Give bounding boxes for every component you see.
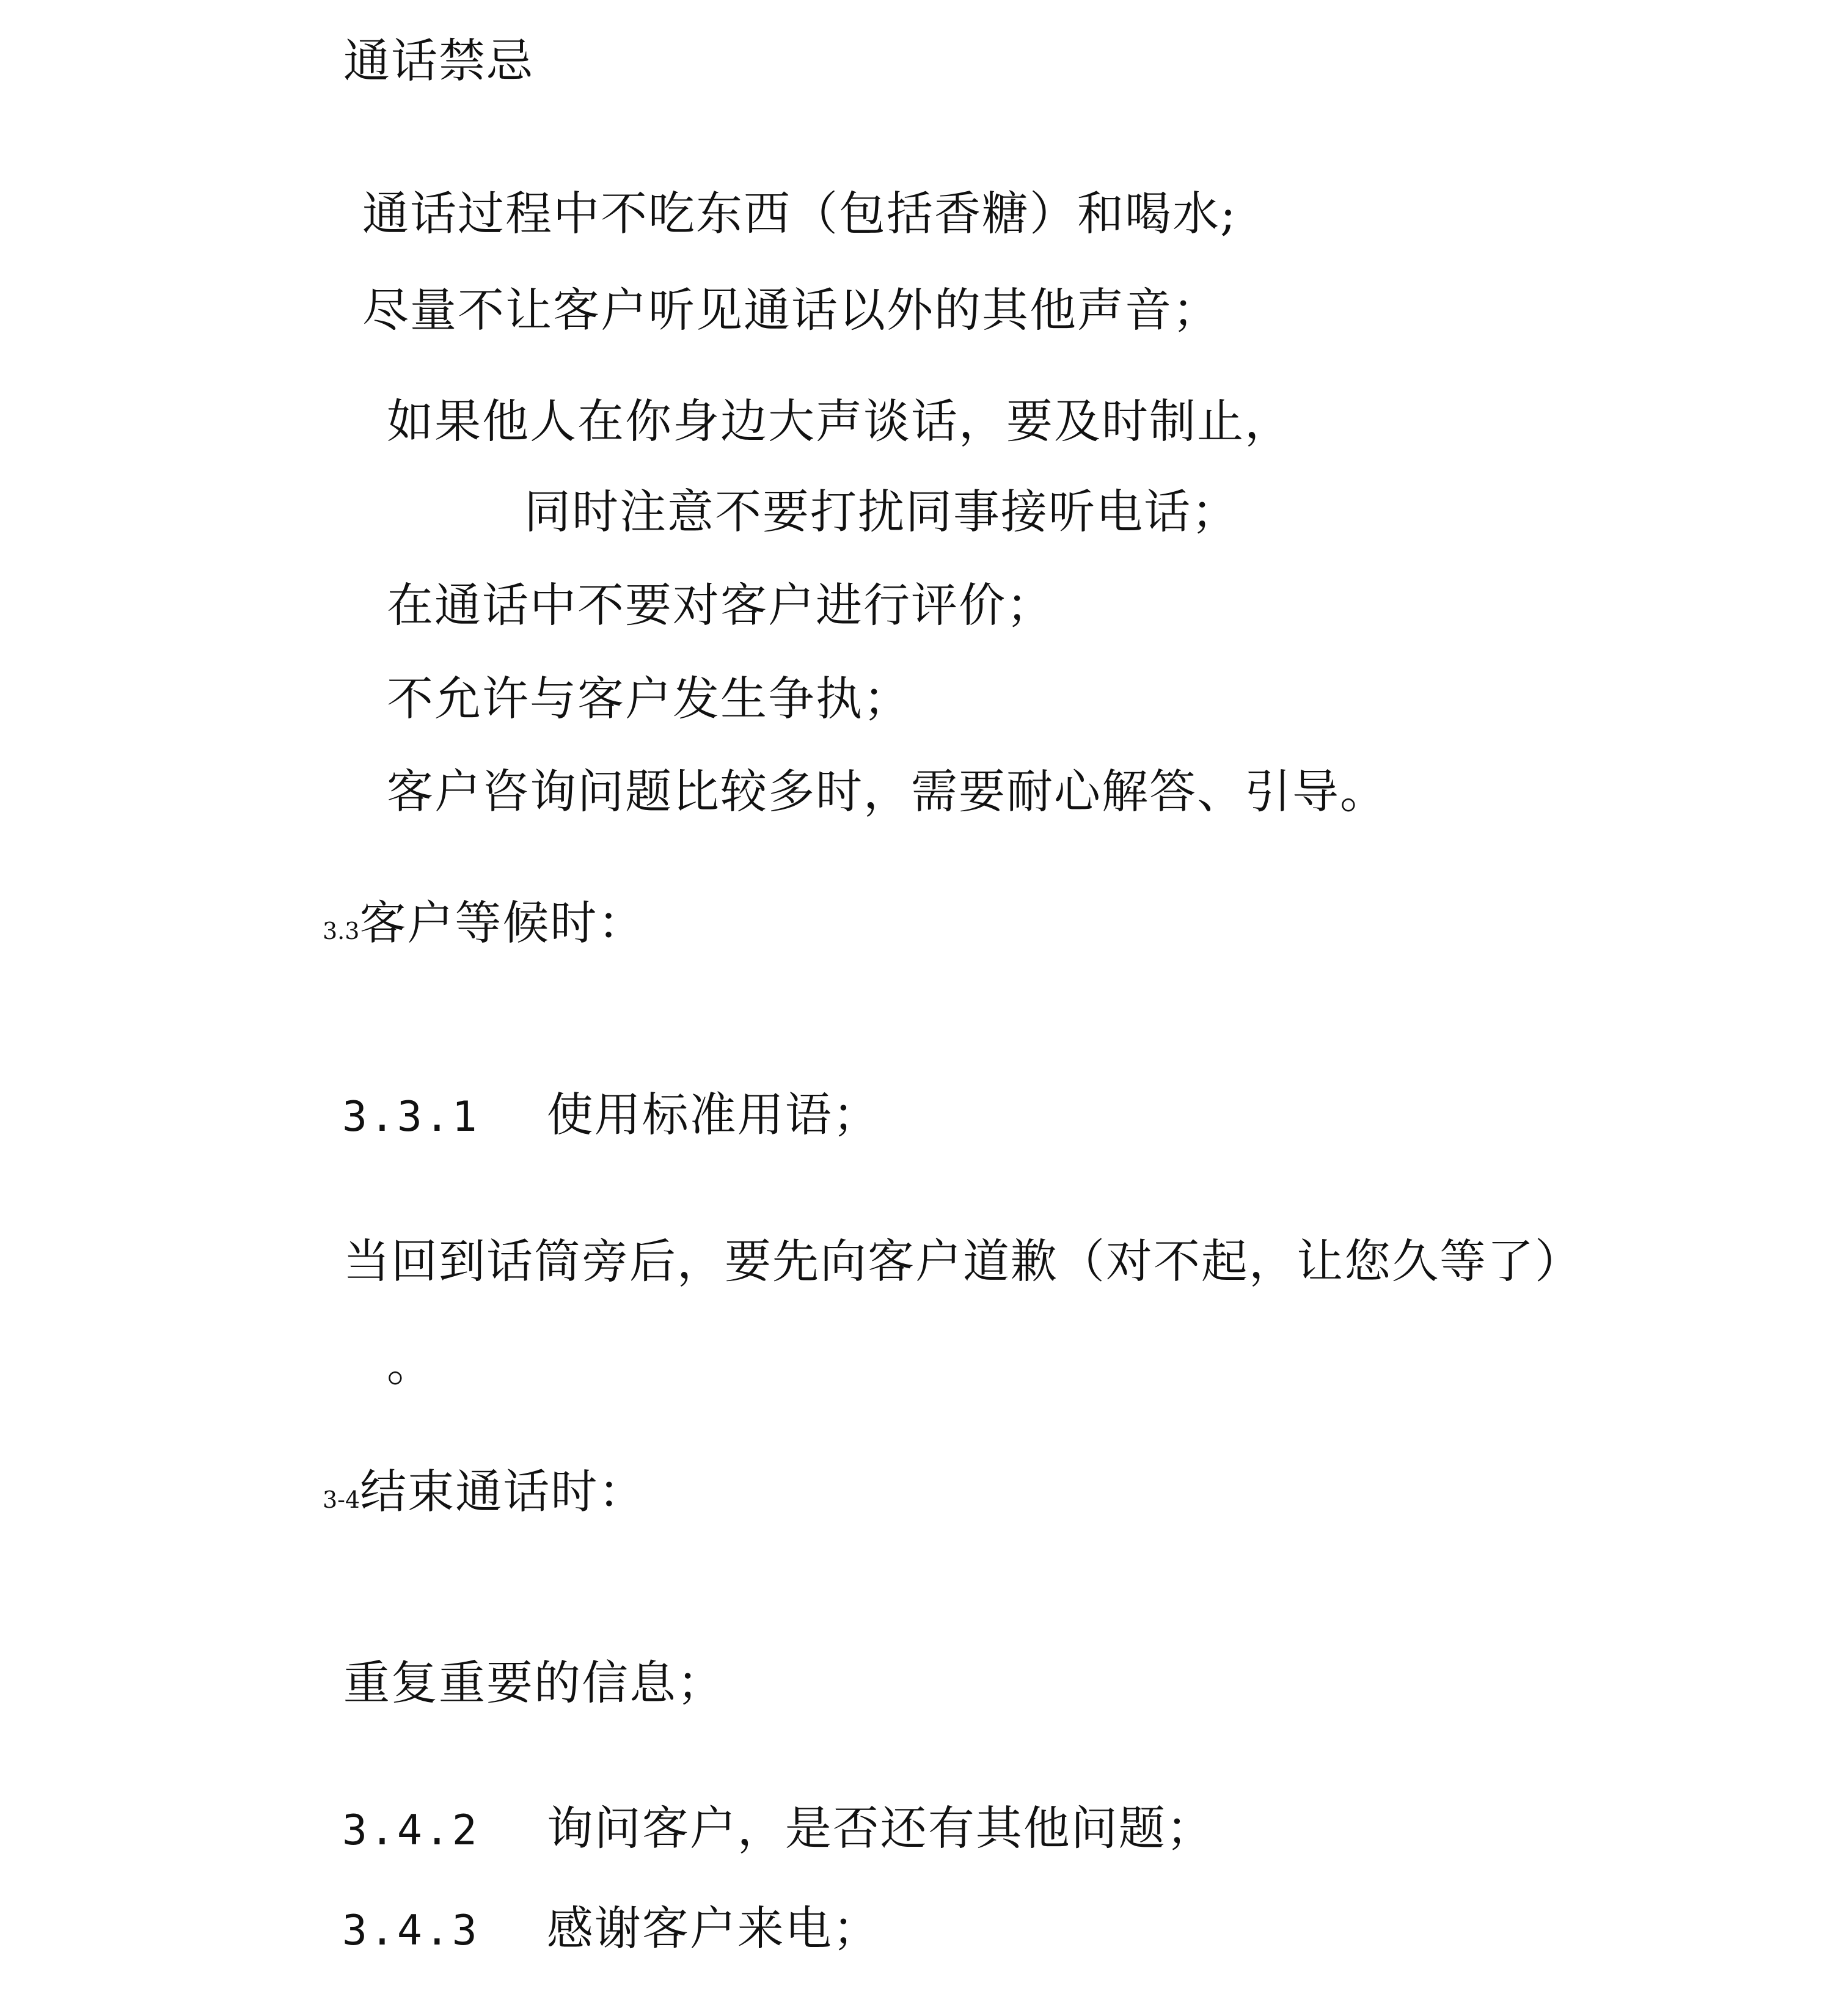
section-title: 客户等候时： xyxy=(359,896,646,950)
apology-instruction: 当回到话筒旁后，要先向客户道歉（对不起，让您久等了） xyxy=(343,1234,1582,1288)
item-3-4-2 xyxy=(342,1801,1214,1855)
rule-patient-answers: 客户咨询问题比较多时，需要耐心解答、引导。 xyxy=(387,764,1388,819)
section-3-4-heading xyxy=(323,1464,646,1519)
rule-stop-loud-talk: 如果他人在你身边大声谈话，要及时制止， xyxy=(387,394,1292,448)
rule-no-arguing: 不允许与客户发生争执； xyxy=(387,671,911,726)
item-repeat-info: 重复重要的信息； xyxy=(343,1656,725,1710)
item-text: 感谢客户来电； xyxy=(546,1901,880,1956)
item-number: 3.3.1 xyxy=(342,1093,480,1141)
rule-dont-disturb-colleagues: 同时注意不要打扰同事接听电话； xyxy=(524,484,1239,539)
section-3-3-heading xyxy=(323,896,646,950)
section-number: 3-4 xyxy=(323,1486,360,1513)
item-3-3-1 xyxy=(342,1087,880,1142)
rule-no-background-noise: 尽量不让客户听见通话以外的其他声音； xyxy=(362,283,1220,337)
apology-continuation: 。 xyxy=(387,1337,434,1392)
item-number: 3.4.2 xyxy=(342,1806,480,1855)
rule-no-evaluation: 在通话中不要对客户进行评价； xyxy=(387,578,1054,632)
section-title: 结束通话时： xyxy=(360,1464,646,1519)
item-text: 询问客户，是否还有其他问题； xyxy=(546,1801,1214,1855)
section-heading: 通话禁忌 xyxy=(343,34,534,88)
item-3-4-3 xyxy=(342,1901,880,1956)
rule-no-eating: 通话过程中不吃东西（包括香糖）和喝水; xyxy=(362,186,1237,241)
item-text: 使用标准用语； xyxy=(546,1087,880,1142)
section-number: 3.3 xyxy=(323,918,360,944)
item-number: 3.4.3 xyxy=(342,1907,480,1955)
